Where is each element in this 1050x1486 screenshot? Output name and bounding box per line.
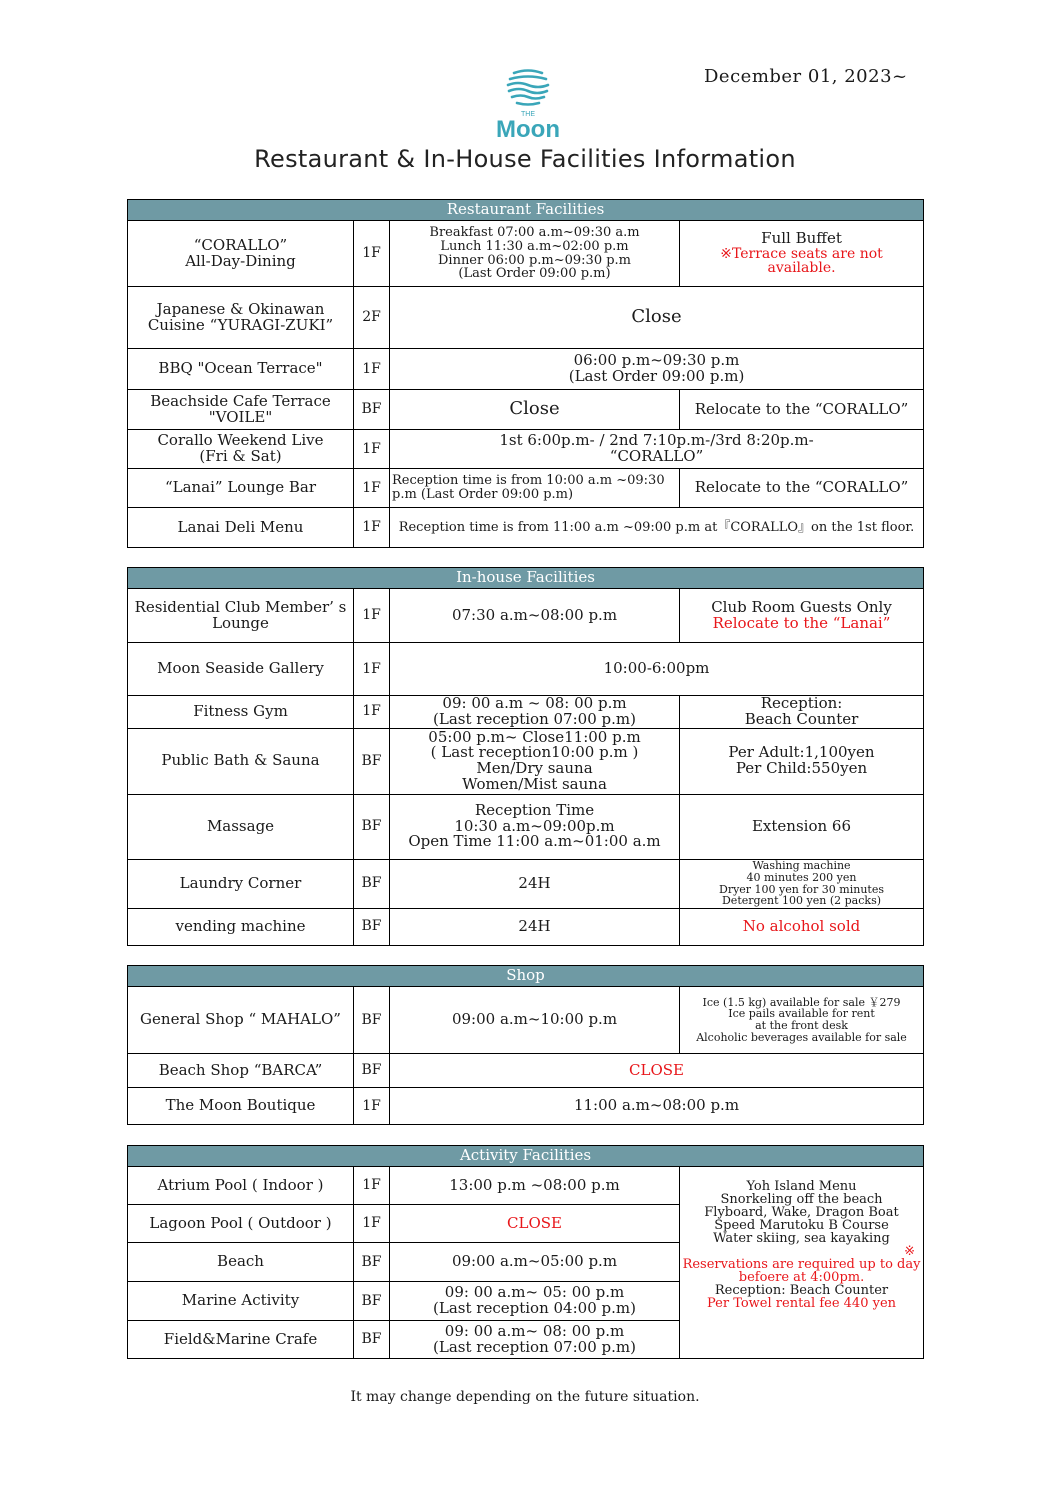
activity-facilities-table [127,1145,924,1359]
shop-table [127,965,924,1125]
note: Extension 66 [680,794,924,859]
facility-name: “CORALLO” All-Day-Dining [128,221,354,287]
hours: Breakfast 07:00 a.m~09:30 a.m Lunch 11:30 a.m~02:00 p.m Dinner 06:00 p.m~09:30 p.m (Last Order 09:00 p.m) [390,221,680,287]
table-row [128,390,924,430]
floor: 1F [354,1088,390,1125]
floor: BF [354,1243,390,1282]
hours: 10:00-6:00pm [390,643,924,696]
facility-name: Fitness Gym [128,696,354,729]
floor: 1F [354,1205,390,1243]
facility-name: Moon Seaside Gallery [128,643,354,696]
facility-name: BBQ "Ocean Terrace" [128,349,354,390]
floor: 1F [354,1167,390,1205]
floor: BF [354,859,390,908]
facility-name: Marine Activity [128,1282,354,1321]
floor: 1F [354,589,390,643]
floor: 1F [354,469,390,508]
hours: 24H [390,859,680,908]
table-row [128,696,924,729]
section-header: Restaurant Facilities [128,200,924,221]
hours: 09: 00 a.m~ 08: 00 p.m (Last reception 07:00 p.m) [390,1321,680,1359]
hours: Reception time is from 11:00 a.m ~09:00 p.m at『CORALLO』on the 1st floor. [390,508,924,548]
facility-name: Massage [128,794,354,859]
floor: 1F [354,221,390,287]
table-row [128,469,924,508]
hours: 13:00 p.m ~08:00 p.m [390,1167,680,1205]
hours: 1st 6:00p.m- / 2nd 7:10p.m-/3rd 8:20p.m- “CORALLO” [390,430,924,469]
footer-note: It may change depending on the future situation. [350,1389,700,1405]
note: No alcohol sold [680,908,924,945]
table-row [128,349,924,390]
hours: 09: 00 a.m ~ 08: 00 p.m (Last reception 07:00 p.m) [390,696,680,729]
note: Per Adult:1,100yen Per Child:550yen [680,728,924,794]
table-row [128,643,924,696]
floor: BF [354,1321,390,1359]
facility-name: Lanai Deli Menu [128,508,354,548]
table-row [128,908,924,945]
hours: 11:00 a.m~08:00 p.m [390,1088,924,1125]
section-header: In-house Facilities [128,568,924,589]
svg-text:THE: THE [521,111,535,118]
floor: 1F [354,349,390,390]
floor: BF [354,1054,390,1088]
facility-name: Beach Shop “BARCA” [128,1054,354,1088]
hours: 06:00 p.m~09:30 p.m (Last Order 09:00 p.m) [390,349,924,390]
facility-name: vending machine [128,908,354,945]
table-row [128,589,924,643]
issue-date: December 01, 2023~ [704,66,908,87]
section-header: Shop [128,966,924,987]
svg-text:Moon: Moon [496,116,560,140]
moon-wave-logo-icon [484,66,572,140]
floor: 1F [354,643,390,696]
facility-name: General Shop “ MAHALO” [128,987,354,1054]
table-row [128,221,924,287]
table-row [128,287,924,349]
table-row [128,1088,924,1125]
note: Club Room Guests Only Relocate to the “Lanai” [680,589,924,643]
floor: 1F [354,508,390,548]
hours: 07:30 a.m~08:00 p.m [390,589,680,643]
facility-name: Lagoon Pool ( Outdoor ) [128,1205,354,1243]
note: Reception: Beach Counter [680,696,924,729]
section-header: Activity Facilities [128,1146,924,1167]
activity-note: Yoh Island Menu Snorkeling off the beach Flyboard, Wake, Dragon Boat Speed Marutoku B Course Water skiing, sea kayaking ※ Reservations are required up to day befoere at 4:00pm. Reception: Beach Counter Per Towel rental fee 440 yen [680,1167,924,1359]
page-title: Restaurant & In-House Facilities Information [254,145,796,173]
facility-name: Japanese & Okinawan Cuisine “YURAGI-ZUKI” [128,287,354,349]
hours: Reception Time 10:30 a.m~09:00p.m Open Time 11:00 a.m~01:00 a.m [390,794,680,859]
note: Washing machine 40 minutes 200 yen Dryer 100 yen for 30 minutes Detergent 100 yen (2 packs) [680,859,924,908]
facility-name: Beachside Cafe Terrace "VOILE" [128,390,354,430]
hours: 09:00 a.m~10:00 p.m [390,987,680,1054]
hours: Close [390,287,924,349]
the-moon-logo [484,66,572,140]
facility-name: Atrium Pool ( Indoor ) [128,1167,354,1205]
floor: BF [354,728,390,794]
facility-name: “Lanai” Lounge Bar [128,469,354,508]
facility-name: Public Bath & Sauna [128,728,354,794]
table-row [128,508,924,548]
table-row [128,1167,924,1205]
hours: 09: 00 a.m~ 05: 00 p.m (Last reception 04:00 p.m) [390,1282,680,1321]
hours: 05:00 p.m~ Close11:00 p.m ( Last reception10:00 p.m ) Men/Dry sauna Women/Mist sauna [390,728,680,794]
restaurant-facilities-table [127,199,924,548]
table-row [128,728,924,794]
table-row [128,430,924,469]
facility-name: Laundry Corner [128,859,354,908]
hours: Close [390,390,680,430]
table-row [128,794,924,859]
inhouse-facilities-table [127,567,924,946]
facility-name: The Moon Boutique [128,1088,354,1125]
note: Ice (1.5 kg) available for sale ￥279 Ice pails available for rent at the front desk Alcoholic beverages available for sale [680,987,924,1054]
table-row [128,1054,924,1088]
note: Relocate to the “CORALLO” [680,469,924,508]
facility-name: Corallo Weekend Live (Fri & Sat) [128,430,354,469]
hours: 09:00 a.m~05:00 p.m [390,1243,680,1282]
table-row [128,987,924,1054]
floor: BF [354,390,390,430]
floor: 1F [354,430,390,469]
floor: 1F [354,696,390,729]
facility-name: Residential Club Member’ s Lounge [128,589,354,643]
hours: CLOSE [390,1054,924,1088]
note: Relocate to the “CORALLO” [680,390,924,430]
hours: 24H [390,908,680,945]
floor: BF [354,987,390,1054]
floor: BF [354,1282,390,1321]
note: Full Buffet ※Terrace seats are not available. [680,221,924,287]
hours: CLOSE [390,1205,680,1243]
floor: BF [354,794,390,859]
floor: 2F [354,287,390,349]
table-row [128,859,924,908]
facility-name: Beach [128,1243,354,1282]
floor: BF [354,908,390,945]
hours: Reception time is from 10:00 a.m ~09:30 p.m (Last Order 09:00 p.m) [390,469,680,508]
facility-name: Field&Marine Crafe [128,1321,354,1359]
